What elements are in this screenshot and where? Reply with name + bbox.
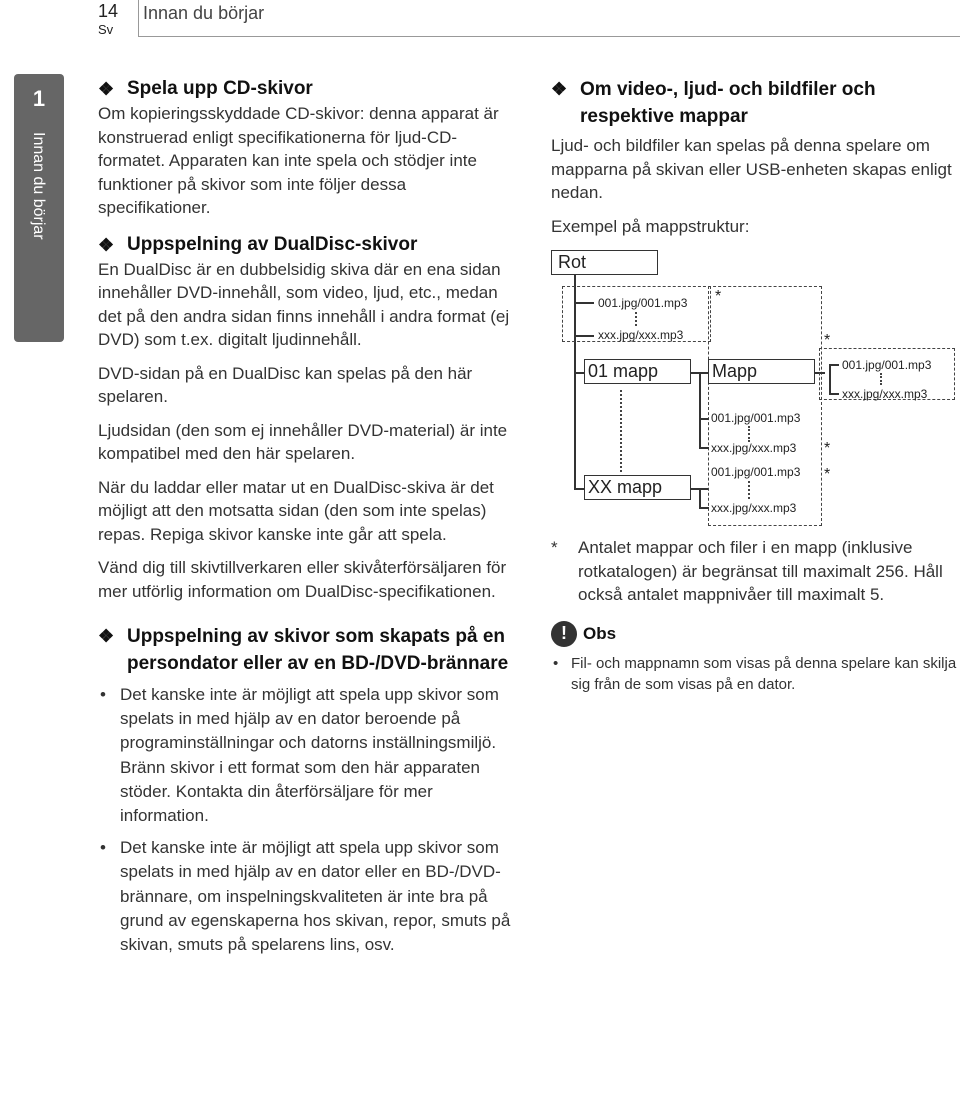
chapter-side-label: Innan du börjar (30, 132, 47, 240)
chapter-side-tab (14, 74, 64, 342)
note-bullet-list (551, 653, 960, 695)
tree-branch (699, 447, 709, 449)
ellipsis-dots (748, 481, 750, 499)
tree-branch (699, 418, 709, 420)
footnote-asterisk: * (824, 332, 831, 349)
folder-structure-diagram (551, 244, 960, 534)
ellipsis-dots (880, 373, 882, 385)
files-intro-paragraph: Ljud- och bildfiler kan spelas på denna spelare om mapparna på skivan eller USB-enheten skapas enligt nedan. (551, 136, 952, 202)
diamond-bullet-icon: ❖ (551, 79, 568, 99)
folder-01-files-line (699, 372, 701, 447)
folder-xx-label: XX mapp (588, 477, 663, 497)
note-label: Obs (583, 623, 617, 643)
footnote-asterisk: * (715, 288, 722, 305)
diamond-bullet-icon: ❖ (98, 626, 115, 646)
page-header (0, 0, 960, 45)
folder-01-file-first: 001.jpg/001.mp3 (711, 411, 801, 425)
diamond-bullet-icon: ❖ (98, 234, 115, 255)
folder-xx-file-last: xxx.jpg/xxx.mp3 (711, 501, 797, 515)
tree-branch (829, 364, 839, 366)
section-heading-pc-discs: ❖ Uppspelning av skivor som skapats på en persondator eller av en BD-/DVD-brännare (98, 623, 518, 677)
dualdisc-paragraph-3: Ljudsidan (den som ej innehåller DVD-material) är inte kompatibel med den här spelaren. (98, 420, 508, 463)
ellipsis-dots (748, 426, 750, 442)
root-file-last: xxx.jpg/xxx.mp3 (598, 328, 684, 342)
page-number: 14 (98, 1, 119, 21)
pc-discs-bullet-list (98, 683, 518, 957)
root-file-first: 001.jpg/001.mp3 (598, 296, 688, 310)
list-item: • Fil- och mappnamn som visas på denna spelare kan skilja sig från de som visas på en dator. (551, 653, 960, 695)
folder-01-file-last: xxx.jpg/xxx.mp3 (711, 441, 797, 455)
tree-branch (574, 488, 584, 490)
tree-branch (699, 507, 709, 509)
cd-paragraph: Om kopieringsskyddade CD-skivor: denna apparat är konstruerad enligt specifikationerna för ljud-CD-formatet. Apparaten kan inte spela och stödjer inte funktioner på skivor som inte följer dessa specifikationer. (98, 104, 499, 217)
section-heading-dualdisc: ❖ Uppspelning av DualDisc-skivor (98, 232, 518, 258)
footnote-asterisk: * (824, 466, 831, 483)
right-column (551, 76, 960, 695)
chapter-title: Innan du börjar (143, 3, 265, 23)
folder-xx-file-first: 001.jpg/001.mp3 (711, 465, 801, 479)
tree-branch (574, 302, 594, 304)
language-code: Sv (98, 22, 114, 37)
folder-xx-files-line (699, 488, 701, 508)
tree-branch (574, 372, 584, 374)
tree-branch (829, 393, 839, 395)
ellipsis-dots (620, 390, 622, 472)
footnote (551, 536, 960, 607)
dualdisc-paragraph-2: DVD-sidan på en DualDisc kan spelas på den här spelaren. (98, 363, 473, 406)
header-divider (138, 0, 139, 37)
list-item: • Det kanske inte är möjligt att spela upp skivor som spelats in med hjälp av en dator beroende på programinställningar och datorns inställningsmiljö. Bränn skivor i ett format som den här apparaten stöder. Kontakta din återförsäljare för mer information. (98, 683, 518, 828)
root-folder-label: Rot (558, 252, 587, 272)
note-heading (551, 621, 960, 647)
section-heading-files-folders: ❖ Om video-, ljud- och bildfiler och respektive mappar (551, 76, 960, 130)
dualdisc-paragraph-5: Vänd dig till skivtillverkaren eller skivåterförsäljaren för mer utförlig information om DualDisc-specifikationen. (98, 558, 507, 601)
chapter-number: 1 (32, 86, 46, 111)
header-rule (138, 36, 960, 37)
ellipsis-dots (635, 312, 637, 326)
subfolder-file-last: xxx.jpg/xxx.mp3 (842, 387, 928, 401)
example-label: Exempel på mappstruktur: (551, 216, 750, 236)
list-item: • Det kanske inte är möjligt att spela upp skivor som spelats in med hjälp av en dator eller en BD-/DVD-brännare, om inspelningskvaliteten är inte bra på grund av egenskaperna hos skivan, repor, smuts på skivan, smuts på spelarens lins, osv. (98, 836, 518, 957)
dualdisc-paragraph-1: En DualDisc är en dubbelsidig skiva där en ena sidan innehåller DVD-innehåll, som video, ljud, etc., medan det på den andra sidan finns innehåll i andra format (ej DVD) som t.ex. digitalt ljudinnehåll. (98, 259, 510, 349)
tree-branch (574, 335, 594, 337)
footnote-asterisk: * (551, 538, 558, 557)
subfolder-file-first: 001.jpg/001.mp3 (842, 358, 932, 372)
subfolder-group (708, 286, 822, 526)
footnote-text: Antalet mappar och filer i en mapp (inklusive rotkatalogen) är begränsat till maximalt 256. Håll också antalet mappnivåer till maximalt 5. (578, 538, 943, 604)
section-heading-cd: ❖ Spela upp CD-skivor (98, 76, 518, 102)
dualdisc-paragraph-4: När du laddar eller matar ut en DualDisc-skiva är det möjligt att den motsatta sidan (den som inte spelas) repas. Repiga skivor kanske inte går att spela. (98, 477, 494, 544)
exclamation-icon: ! (551, 621, 577, 647)
diamond-bullet-icon: ❖ (98, 79, 115, 99)
subfolder-label: Mapp (712, 361, 758, 381)
left-column (98, 76, 518, 957)
footnote-asterisk: * (824, 440, 831, 457)
folder-01-label: 01 mapp (588, 361, 659, 381)
